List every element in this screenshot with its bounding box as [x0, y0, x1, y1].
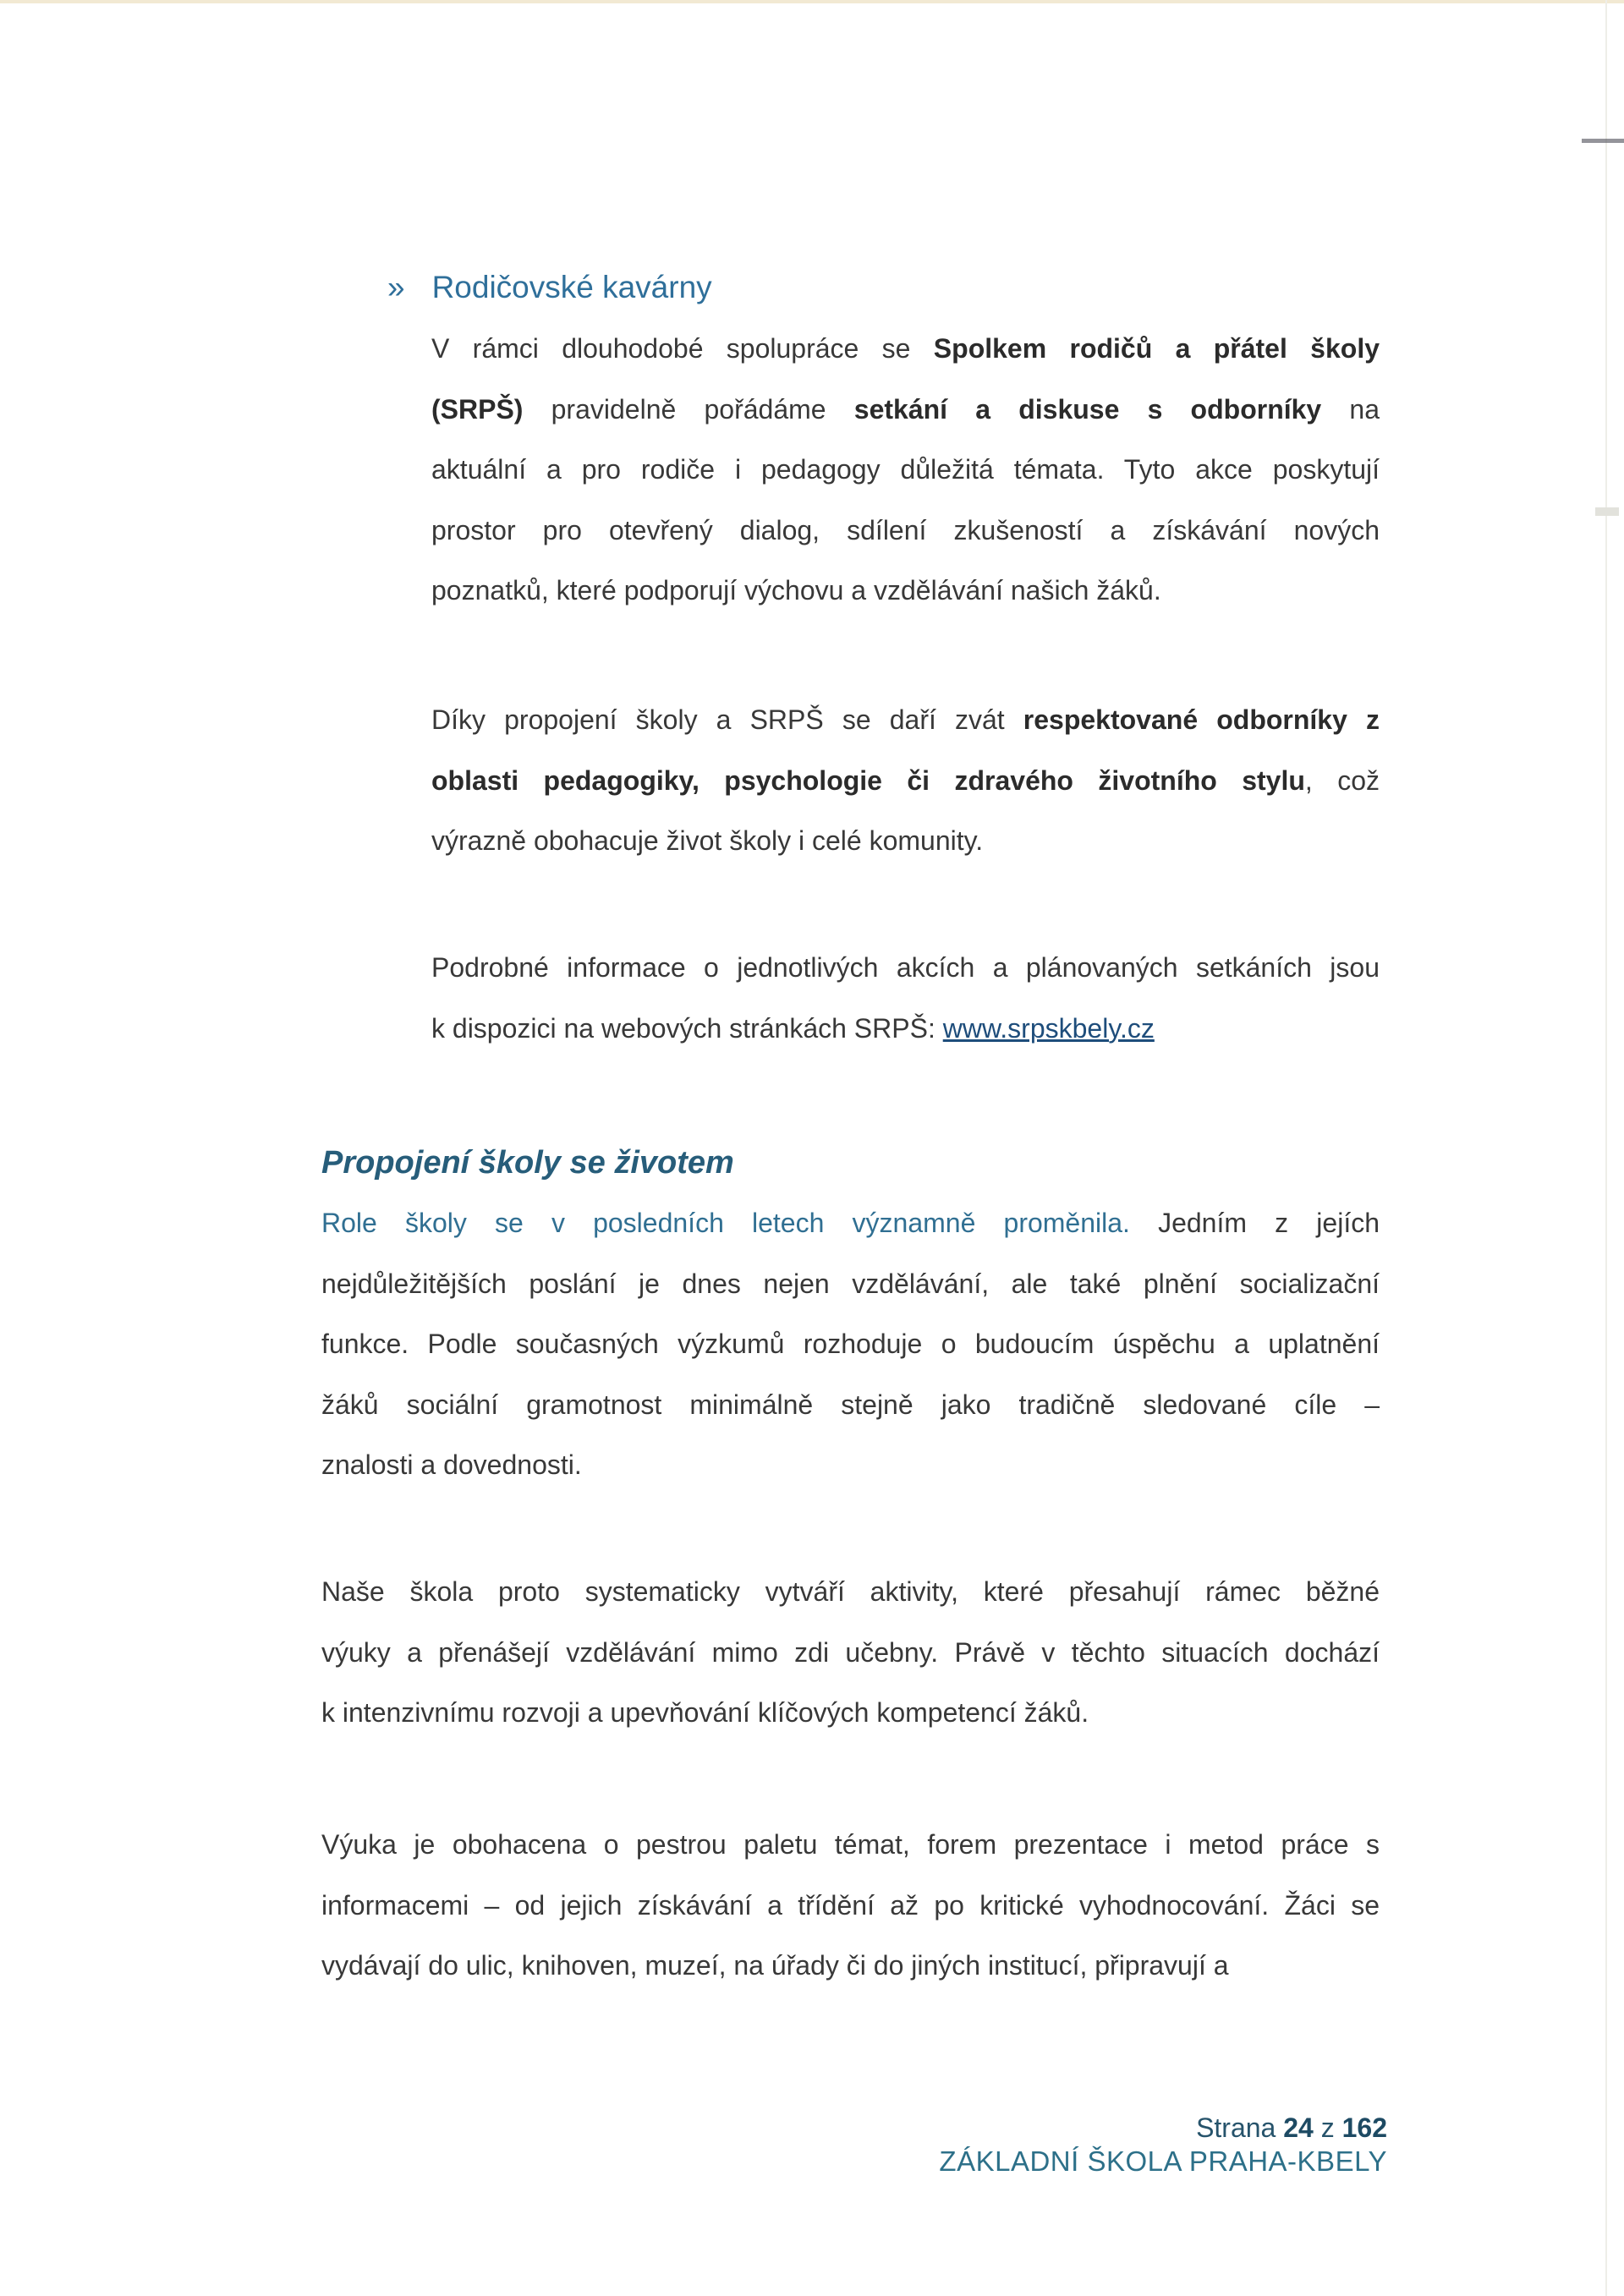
teal-run: Role školy se v posledních letech významně proměnila. [321, 1208, 1130, 1238]
text-line [431, 811, 1380, 872]
text-line [431, 440, 1380, 501]
page-top-edge-artifact [0, 0, 1624, 3]
paragraph-teaching [321, 1815, 1380, 1997]
text-line [321, 1683, 1380, 1744]
text-line [431, 380, 1380, 441]
page-number-of: z [1320, 2112, 1335, 2143]
text-run: na [1321, 393, 1380, 425]
text-line [321, 1193, 1380, 1254]
paragraph-cooperation [431, 319, 1380, 622]
srps-website-link[interactable]: www.srpskbely.cz [942, 1012, 1155, 1044]
scan-mark [1582, 139, 1624, 143]
text-line [431, 319, 1380, 380]
text-run: Díky propojení školy a SRPŠ se daří zvát [431, 704, 1023, 735]
text-run: výuky a přenášejí vzdělávání mimo zdi učebny. Právě v těchto situacích dochází [321, 1636, 1380, 1668]
bold-run: oblasti pedagogiky, psychologie či zdravého životního stylu [431, 764, 1305, 796]
text-line [321, 1623, 1380, 1684]
text-run: funkce. Podle současných výzkumů rozhoduje o budoucím úspěchu a uplatnění [321, 1329, 1380, 1359]
text-run: k dispozici na webových stránkách SRPŠ: [431, 1012, 943, 1044]
page-footer [939, 2111, 1387, 2178]
bullet-heading-label: Rodičovské kavárny [431, 270, 712, 304]
page-number-prefix: Strana [1196, 2112, 1276, 2143]
text-line [321, 1435, 1380, 1496]
text-run: znalosti a dovednosti. [321, 1449, 582, 1480]
text-run: informacemi – od jejich získávání a třídění až po kritické vyhodnocování. Žáci se [321, 1889, 1380, 1921]
paragraph-experts [431, 690, 1380, 872]
page-number-total: 162 [1341, 2112, 1387, 2143]
paragraph-activities [321, 1562, 1380, 1744]
bold-run: Spolkem rodičů a přátel školy [933, 333, 1380, 364]
page-number [939, 2111, 1387, 2145]
text-run: Podrobné informace o jednotlivých akcích a plánovaných setkáních jsou [431, 952, 1380, 983]
text-run: poznatků, které podporují výchovu a vzdělávání našich žáků. [431, 575, 1161, 606]
text-run: k intenzivnímu rozvoji a upevňování klíčových kompetencí žáků. [321, 1697, 1089, 1728]
text-run: V rámci dlouhodobé spolupráce se [431, 333, 934, 364]
text-run: aktuální a pro rodiče i pedagogy důležitá témata. Tyto akce poskytují [431, 454, 1380, 485]
text-line [431, 999, 1380, 1060]
school-name: ZÁKLADNÍ ŠKOLA PRAHA-KBELY [939, 2145, 1387, 2177]
text-line [321, 1314, 1380, 1375]
text-run: Naše škola proto systematicky vytváří aktivity, které přesahují rámec běžné [321, 1576, 1380, 1607]
text-line [321, 1876, 1380, 1937]
page-right-edge-line [1605, 0, 1607, 2296]
text-run: nejdůležitějších poslání je dnes nejen vzdělávání, ale také plnění socializační [321, 1268, 1380, 1299]
guillemet-bullet-icon: » [387, 270, 405, 304]
text-line [431, 938, 1380, 999]
text-run: Výuka je obohacena o pestrou paletu témat, forem prezentace i metod práce s [321, 1829, 1380, 1860]
paragraph-info [431, 938, 1380, 1059]
text-line [431, 561, 1380, 622]
text-run: Jedním z jejích [1129, 1208, 1380, 1238]
bold-run: (SRPŠ) [431, 393, 524, 425]
bold-run: setkání a diskuse s odborníky [853, 393, 1322, 425]
text-run: pravidelně pořádáme [523, 393, 854, 425]
bullet-heading [387, 267, 712, 308]
text-run: prostor pro otevřený dialog, sdílení zkušeností a získávání nových [431, 514, 1380, 545]
text-run: žáků sociální gramotnost minimálně stejně jako tradičně sledované cíle – [321, 1389, 1380, 1420]
text-line [321, 1936, 1380, 1997]
text-line [431, 690, 1380, 751]
text-line [321, 1815, 1380, 1876]
bold-run: respektované odborníky z [1023, 704, 1380, 735]
page-number-current: 24 [1283, 2112, 1314, 2143]
text-line [431, 501, 1380, 562]
text-line [321, 1562, 1380, 1623]
text-line [321, 1254, 1380, 1315]
text-run: , což [1304, 764, 1380, 796]
text-run: výrazně obohacuje život školy i celé komunity. [431, 825, 984, 856]
section-heading: Propojení školy se životem [321, 1145, 734, 1181]
scan-mark [1595, 507, 1619, 516]
text-line [321, 1375, 1380, 1436]
text-line [431, 751, 1380, 812]
text-run: vydávají do ulic, knihoven, muzeí, na úřady či do jiných institucí, připravují a [321, 1950, 1229, 1981]
paragraph-role [321, 1193, 1380, 1496]
